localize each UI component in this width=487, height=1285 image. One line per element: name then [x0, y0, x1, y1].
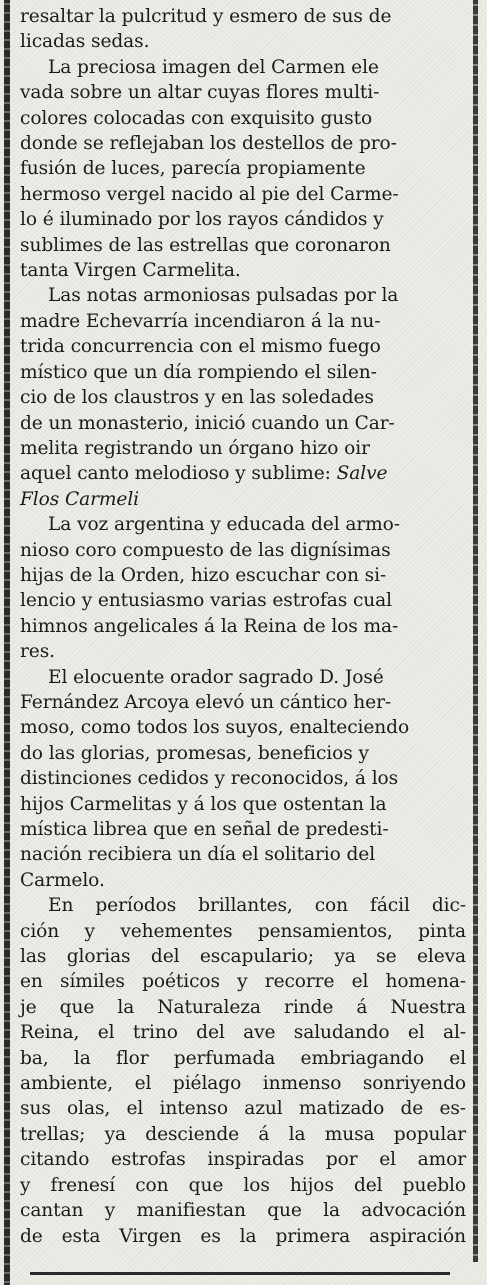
- right-column-rule: [473, 0, 478, 1262]
- paragraph-3: [20, 283, 466, 512]
- paragraph-1: resaltar la pulcritud y esmero de sus de licadas sedas.: [20, 6, 392, 53]
- bottom-rule: [30, 1272, 450, 1275]
- left-column-rule: [4, 0, 10, 1285]
- paragraph-6: En períodos brillantes, con fácil dic- ción y vehementes pensamientos, pinta las glorias del escapulario; ya se eleva en símiles poéticos y recorre el homena- je que la Naturaleza rinde á Nuestra Reina, el trino del ave saludando el al- ba, la flor perfumada embriagando el ambiente, el piélago inmenso sonriyendo sus olas, el intenso azul matizado de es- trellas; ya desciende á la musa popular citando estrofas inspiradas por el amor y frenesí con que los hijos del pueblo cantan y manifiestan que la advocación de esta Virgen es la primera aspiración: [20, 895, 466, 1247]
- paragraph-2: La preciosa imagen del Carmen ele vada sobre un altar cuyas flores multi- colores colocadas con exquisito gusto donde se reflejaban los destellos de pro- fusión de luces, parecía propiamente hermoso vergel nacido al pie del Carme- lo é iluminado por los rayos cándidos y sublimes de las estrellas que coronaron tanta Virgen Carmelita.: [20, 56, 399, 282]
- article-column: [20, 4, 466, 1249]
- paragraph-4: La voz argentina y educada del armo- nioso coro compuesto de las dignísimas hijas de la Orden, hizo escuchar con si- lencio y entusiasmo varias estrofas cual himnos angelicales á la Reina de los ma- res.: [20, 514, 400, 663]
- salve-flos-carmeli-italic: Salve Flos Carmeli: [20, 463, 388, 510]
- paragraph-3-text: Las notas armoniosas pulsadas por la madre Echevarría incendiaron á la nu- trida concurrencia con el mismo fuego místico que un día rompiendo el silen- cio de los claustros y en las soledades de un monasterio, inició cuando un Car- melita registrando un órgano hizo oir aquel canto melodioso y sublime:: [20, 285, 399, 485]
- paragraph-5: El elocuente orador sagrado D. José Fernández Arcoya elevó un cántico her- moso, como todos los suyos, enalteciendo do las glorias, promesas, beneficios y distinciones cedidos y reconocidos, á los hijos Carmelitas y á los que ostentan la mística librea que en señal de predesti- nación recibiera un día el solitario del Carmelo.: [20, 666, 410, 891]
